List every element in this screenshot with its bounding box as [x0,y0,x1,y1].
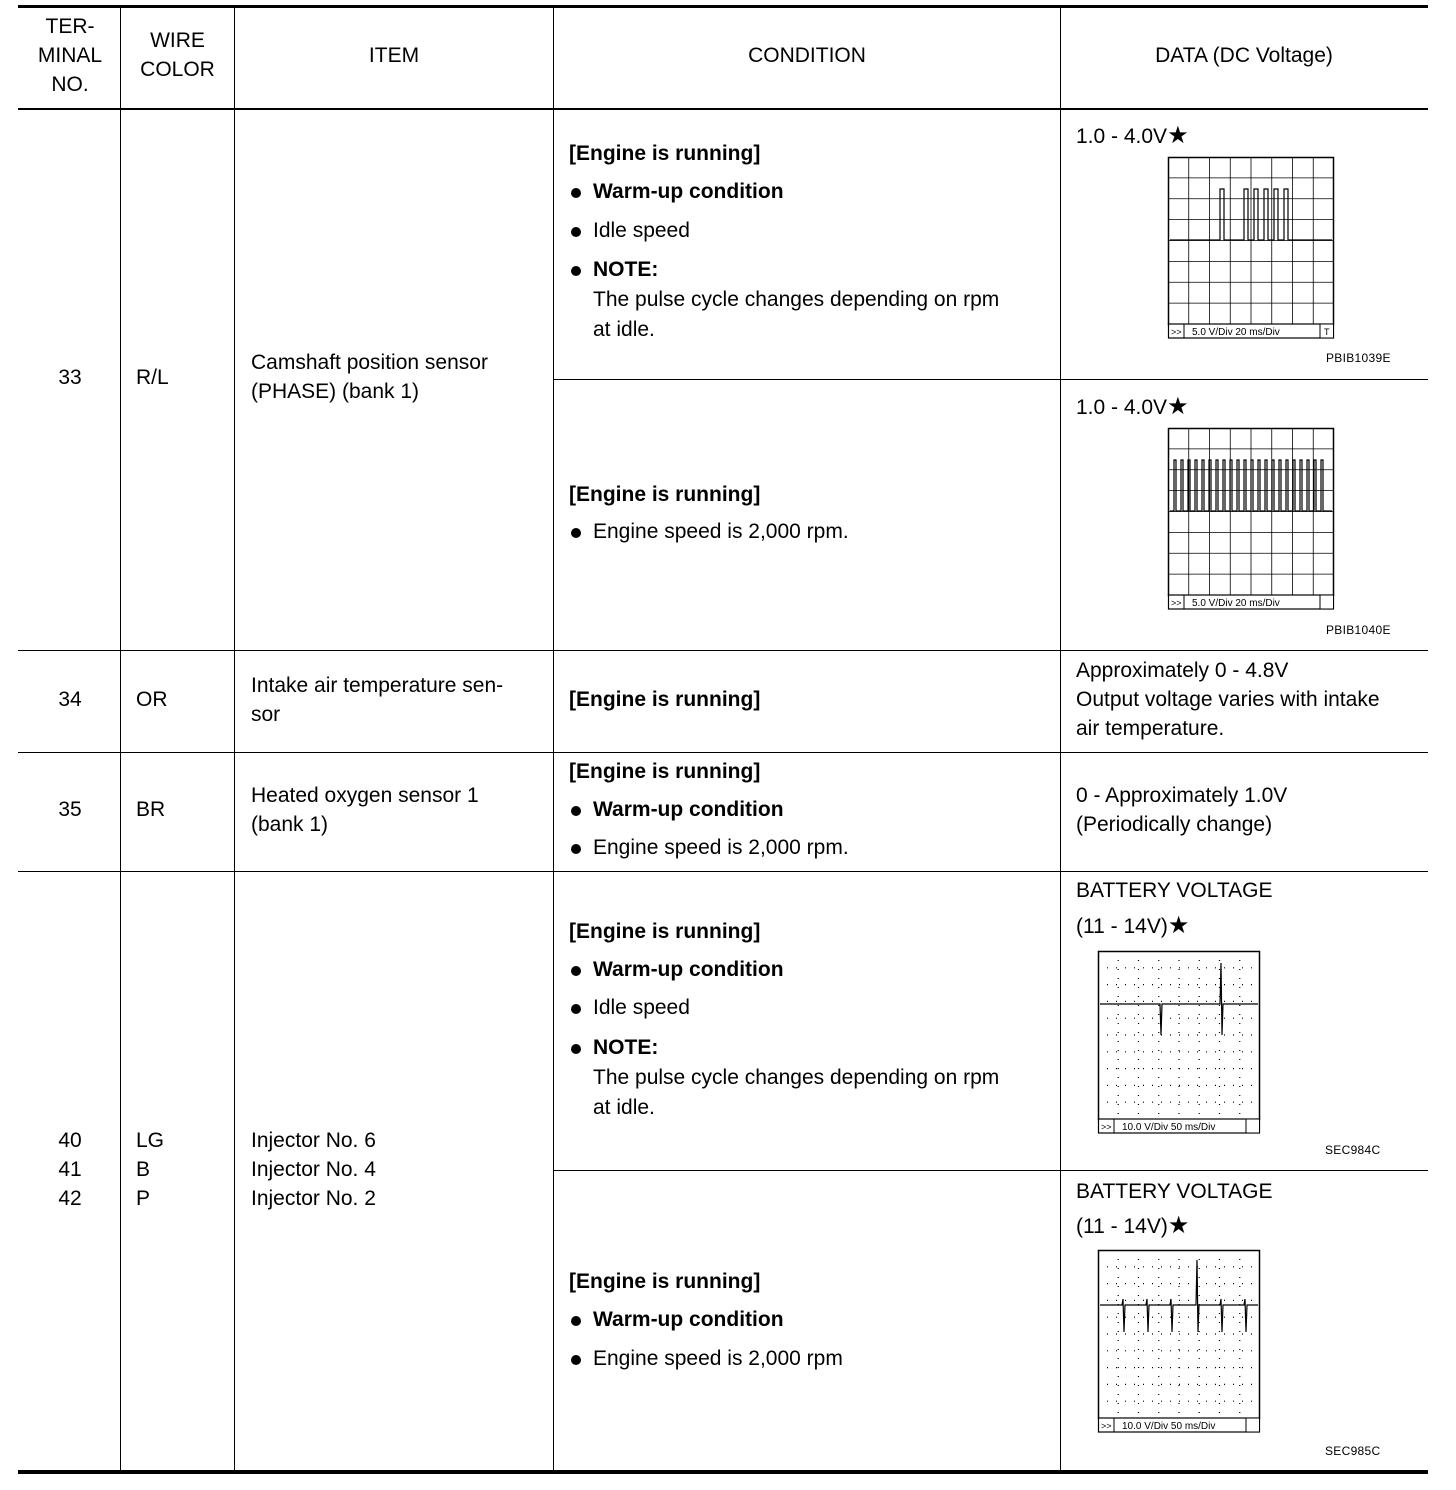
oscilloscope-waveform [1098,951,1260,1133]
table-bottom-rule [18,1470,1428,1474]
condition-title: [Engine is running] [569,920,761,943]
oscilloscope-waveform [1098,1250,1260,1432]
star-icon: ★ [1167,122,1189,149]
condition-title: [Engine is running] [569,483,761,506]
condition-bullet: Engine speed is 2,000 rpm. [569,833,849,862]
header-wire-color: WIRE COLOR [140,29,215,81]
condition-title: [Engine is running] [569,1270,761,1293]
condition-bullet: NOTE: [569,255,658,284]
item-name: Camshaft position sensor (PHASE) (bank 1) [251,351,488,403]
wire-color: BR [136,798,166,821]
wire-color: LG B P [136,1129,165,1210]
data-value: Approximately 0 - 4.8V Output voltage varies with intake air temperature. [1076,659,1380,740]
terminal-no: 35 [58,798,82,821]
data-value: (11 - 14V)★ [1076,912,1190,939]
scope-label: 5.0 V/Div 20 ms/Div [1192,598,1280,609]
condition-bullet: Warm-up condition [569,1305,784,1334]
header-item: ITEM [368,44,420,67]
item-name: Intake air temperature sen- sor [251,674,504,726]
condition-bullet: Idle speed [569,216,690,245]
star-icon: ★ [1167,912,1190,939]
row-divider [18,752,1428,753]
oscilloscope-waveform [1168,157,1334,338]
column-divider [120,7,121,1471]
row-divider [18,871,1428,872]
scope-mark-left: >> [1101,1421,1112,1431]
condition-note: The pulse cycle changes depending on rpm at idle. [593,1066,1000,1119]
condition-bullet: Warm-up condition [569,177,784,206]
row-divider [553,379,1428,380]
condition-bullet: Warm-up condition [569,795,784,824]
condition-bullet: Warm-up condition [569,955,784,984]
header-condition: CONDITION [748,44,866,67]
condition-note: The pulse cycle changes depending on rpm at idle. [593,288,1000,341]
wire-color: R/L [136,366,169,389]
figure-code: SEC985C [1325,1444,1381,1458]
column-divider [1060,7,1061,1471]
row-divider [18,650,1428,651]
scope-mark-left: >> [1171,598,1182,608]
data-value: 1.0 - 4.0V★ [1076,393,1189,420]
condition-bullet: NOTE: [569,1033,658,1062]
data-value: BATTERY VOLTAGE [1076,879,1273,902]
scope-mark-left: >> [1171,327,1182,337]
figure-code: SEC984C [1325,1143,1381,1157]
star-icon: ★ [1167,1212,1190,1239]
scope-mark-right-box [1246,1418,1260,1432]
data-value: 1.0 - 4.0V★ [1076,122,1189,149]
condition-bullet: Idle speed [569,993,690,1022]
scope-mark-left: >> [1101,1122,1112,1132]
scope-mark-right-box [1320,595,1334,609]
terminal-no: 34 [58,688,82,711]
table-top-rule [18,5,1428,8]
condition-title: [Engine is running] [569,688,761,711]
scope-label: 5.0 V/Div 20 ms/Div [1192,327,1280,338]
condition-title: [Engine is running] [569,760,761,783]
oscilloscope-waveform [1168,428,1334,609]
item-name: Injector No. 6 Injector No. 4 Injector No. 2 [251,1129,376,1210]
scope-mark-right: T [1324,327,1330,337]
condition-bullet: Engine speed is 2,000 rpm [569,1344,843,1373]
star-icon: ★ [1167,393,1189,420]
terminal-no: 40 41 42 [58,1129,82,1210]
scope-label: 10.0 V/Div 50 ms/Div [1122,1421,1216,1432]
header-divider [18,108,1428,110]
header-data: DATA (DC Voltage) [1155,44,1333,67]
figure-code: PBIB1040E [1326,623,1391,637]
data-value: 0 - Approximately 1.0V (Periodically change) [1076,784,1288,836]
figure-code: PBIB1039E [1326,351,1391,365]
terminal-no: 33 [58,366,82,389]
scope-label: 10.0 V/Div 50 ms/Div [1122,1122,1216,1133]
row-divider [553,1170,1428,1171]
column-divider [553,7,554,1471]
scope-mark-right-box [1246,1119,1260,1133]
condition-bullet: Engine speed is 2,000 rpm. [569,517,849,546]
data-value: (11 - 14V)★ [1076,1212,1190,1239]
wire-color: OR [136,688,168,711]
header-terminal-no: TER- MINAL NO. [37,15,103,96]
column-divider [234,7,235,1471]
item-name: Heated oxygen sensor 1 (bank 1) [251,784,479,836]
data-value: BATTERY VOLTAGE [1076,1180,1273,1203]
condition-title: [Engine is running] [569,142,761,165]
